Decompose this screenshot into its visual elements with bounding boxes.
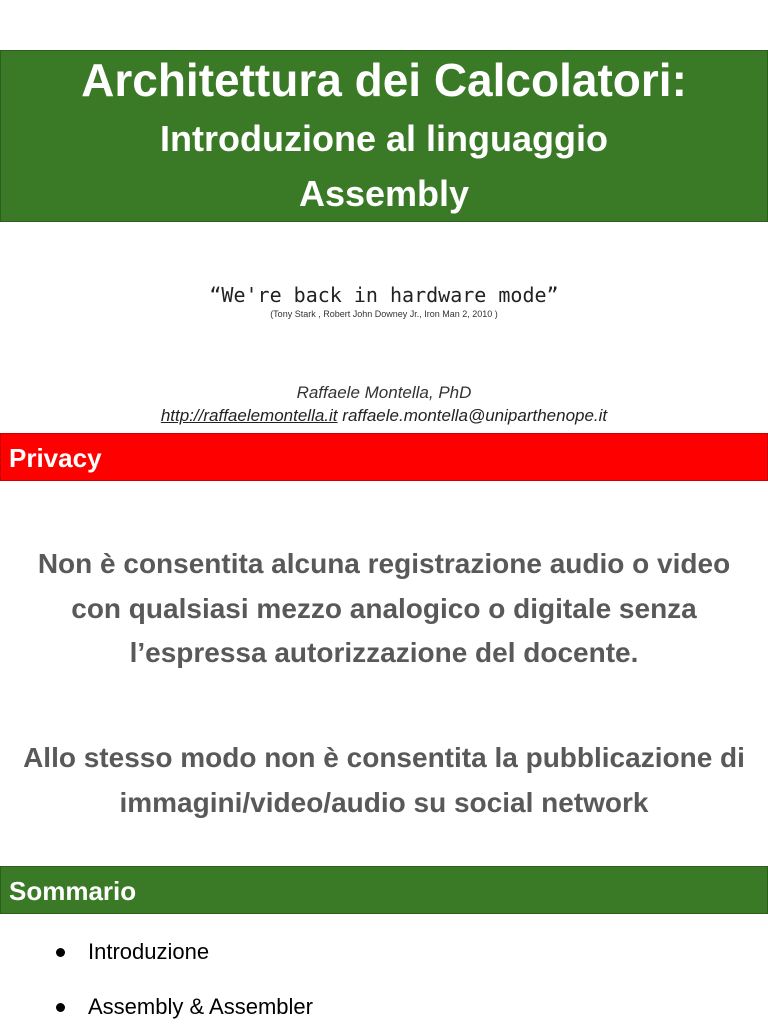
slide-subtitle bbox=[1, 111, 767, 221]
bullet-icon bbox=[56, 948, 65, 957]
subtitle-line-2: Assembly bbox=[298, 173, 470, 214]
summary-header: Sommario bbox=[0, 866, 768, 914]
list-item-label: Assembly & Assembler bbox=[88, 994, 313, 1019]
privacy-paragraph-2: Allo stesso modo non è consentita la pubblicazione di immagini/video/audio su social network bbox=[23, 742, 745, 818]
slide-title: Architettura dei Calcolatori: bbox=[81, 54, 687, 106]
summary-list bbox=[56, 936, 313, 1024]
privacy-header: Privacy bbox=[0, 433, 768, 481]
list-item bbox=[56, 936, 313, 991]
list-item bbox=[56, 991, 313, 1024]
author-name: Raffaele Montella, PhD bbox=[296, 383, 472, 402]
subtitle-line-1: Introduzione al linguaggio bbox=[160, 118, 608, 159]
email-address: raffaele.montella@uniparthenope.it bbox=[342, 406, 608, 425]
bullet-icon bbox=[56, 1003, 65, 1012]
privacy-paragraph-1: Non è consentita alcuna registrazione audio o video con qualsiasi mezzo analogico o digitale senza l’espressa autorizzazione del docente. bbox=[37, 548, 731, 668]
author-contacts bbox=[0, 406, 768, 426]
title-banner bbox=[0, 50, 768, 222]
quote-attribution: (Tony Stark , Robert John Downey Jr., Iron Man 2, 2010 ) bbox=[270, 309, 498, 319]
list-item-label: Introduzione bbox=[88, 939, 210, 964]
quote-text: “We're back in hardware mode” bbox=[209, 283, 559, 307]
website-link[interactable]: http://raffaelemontella.it bbox=[160, 406, 338, 425]
